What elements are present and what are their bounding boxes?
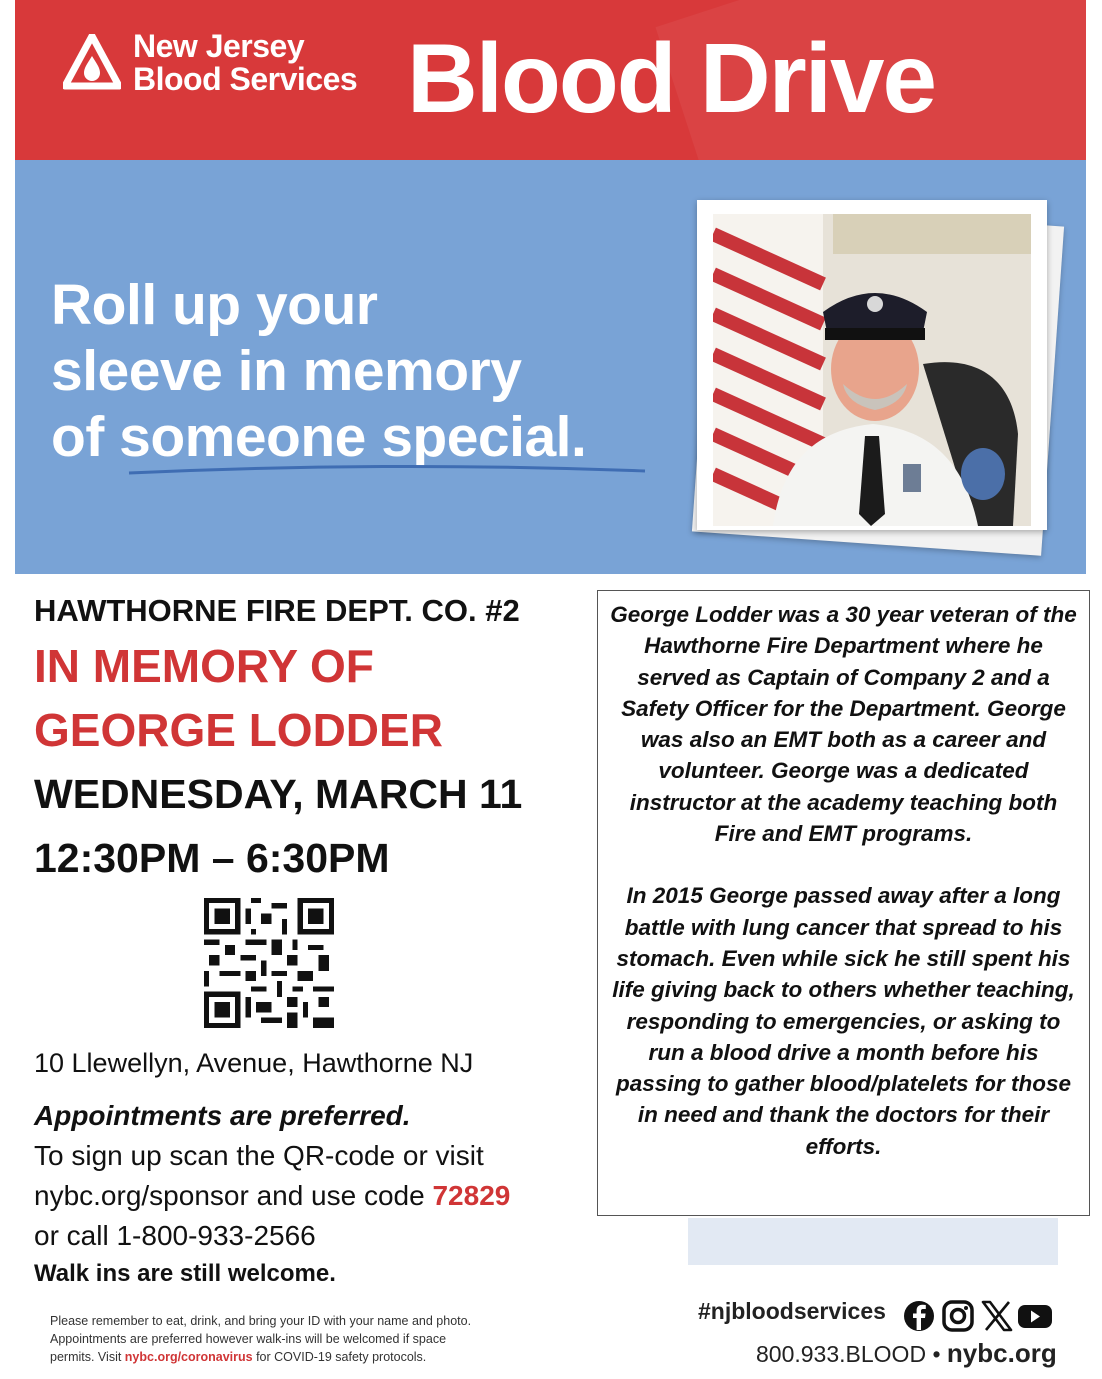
footer-contact: 800.933.BLOOD • nybc.org — [756, 1338, 1057, 1368]
memorial-portrait-photo — [713, 214, 1031, 526]
sponsor-code: 72829 — [432, 1180, 511, 1211]
memorial-heading-line2: GEORGE LODDER — [34, 704, 443, 756]
event-address: 10 Llewellyn, Avenue, Hawthorne NJ — [34, 1048, 474, 1078]
signup-qr-code[interactable] — [204, 898, 334, 1028]
story-paragraph: In 2015 George passed away after a long battle with lung cancer that spread to his stomach. Even while sick he still spent his life giving back to others whether teaching, responding to emergencies, or asking to run a blood drive a month before his passing to gather blood/platelets for those in need and thank the doctors for their efforts. — [612, 883, 1075, 1159]
memorial-photo-frame — [697, 200, 1047, 530]
instagram-icon[interactable] — [944, 1302, 972, 1330]
event-details — [34, 588, 589, 890]
event-date: WEDNESDAY, MARCH 11 — [34, 771, 523, 817]
department-name: HAWTHORNE FIRE DEPT. CO. #2 — [34, 593, 520, 628]
signup-phone-line: or call 1-800-933-2566 — [34, 1220, 316, 1251]
header-banner — [15, 0, 1086, 160]
page-title: Blood Drive — [407, 23, 935, 133]
tagline-underline — [127, 463, 647, 477]
event-time: 12:30PM – 6:30PM — [34, 835, 390, 881]
facebook-icon[interactable] — [904, 1301, 934, 1331]
signup-line-with-code: nybc.org/sponsor and use code 72829 — [34, 1180, 511, 1211]
story-paragraph: George Lodder was a 30 year veteran of the Hawthorne Fire Department where he served as Captain of Company 2 and a Safety Officer for the Department. George was also an EMT both as a career and volunteer. George was a dedicated instructor at the academy teaching both Fire and EMT programs. — [610, 602, 1077, 847]
tagline-line: of someone special. — [51, 405, 587, 469]
blood-drop-triangle-logo-icon — [63, 34, 121, 90]
tagline-line: Roll up your — [51, 273, 378, 337]
decorative-bar — [688, 1218, 1058, 1265]
hero-banner — [15, 160, 1086, 574]
phone-number[interactable]: 800.933.BLOOD — [756, 1341, 927, 1367]
tagline-line: sleeve in memory — [51, 339, 522, 403]
signup-line: To sign up scan the QR-code or visit — [34, 1140, 484, 1171]
memorial-heading-line1: IN MEMORY OF — [34, 640, 374, 692]
memorial-story-box — [597, 590, 1090, 1216]
social-icons — [903, 1300, 1053, 1332]
x-icon[interactable] — [983, 1302, 1011, 1330]
organization-name: New Jersey Blood Services — [133, 28, 358, 97]
walk-ins-note: Walk ins are still welcome. — [34, 1260, 336, 1287]
appointments-preferred: Appointments are preferred. — [34, 1100, 411, 1131]
tagline — [51, 272, 691, 470]
website-link[interactable]: nybc.org — [946, 1338, 1057, 1368]
fine-print: Please remember to eat, drink, and bring your ID with your name and photo. Appointments are preferred however walk-ins will be welcomed if space permits. Visit nybc.org/coronavirus for COVID-19 safety protocols. — [50, 1314, 472, 1364]
youtube-icon[interactable] — [1018, 1305, 1052, 1328]
hashtag: #njbloodservices — [698, 1298, 886, 1324]
coronavirus-link[interactable]: nybc.org/coronavirus — [124, 1350, 253, 1364]
signup-instructions — [34, 1096, 594, 1292]
